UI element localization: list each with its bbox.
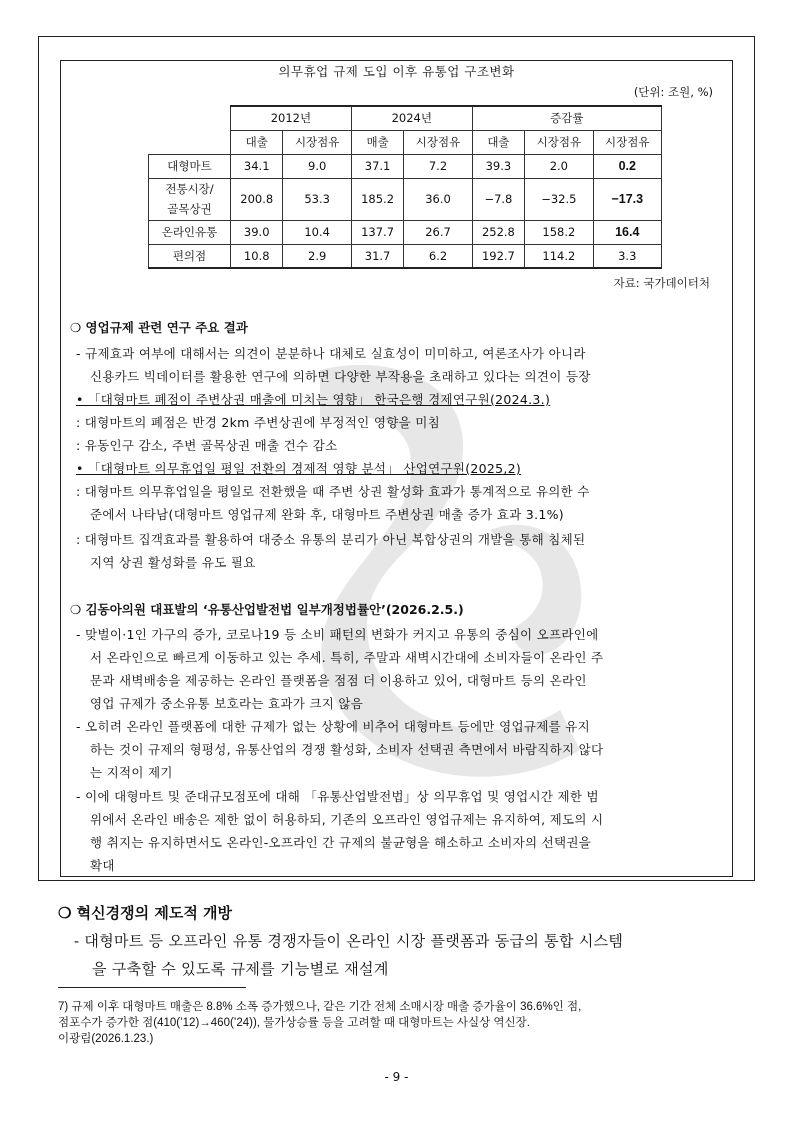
table-cell: 0.2 <box>593 154 661 178</box>
table-row <box>149 154 662 178</box>
text-line: 문과 새벽배송을 제공하는 온라인 플랫폼을 점점 더 이용하고 있어, 대형마트 등의 온라인 <box>90 673 587 688</box>
text-line: 위에서 온라인 배송은 제한 없이 허용하되, 기존의 오프라인 영업규제는 유지하여, 제도의 시 <box>90 812 604 827</box>
col-group-header: 증감률 <box>472 106 661 130</box>
col-group-header: 2024년 <box>351 106 472 130</box>
text-line: - 규제효과 여부에 대해서는 의견이 분분하나 대체로 실효성이 미미하고, 여론조사가 아니라 <box>76 346 586 361</box>
text-line: : 대형마트의 폐점은 반경 2km 주변상권에 부정적인 영향을 미침 <box>76 415 440 430</box>
text-line: 는 지적이 제기 <box>90 765 173 780</box>
text-line: 을 구축할 수 있도록 규제를 기능별로 재설계 <box>92 960 389 978</box>
col-header: 매출 <box>351 130 403 154</box>
table-cell: 26.7 <box>404 220 472 244</box>
table-cell: 2.0 <box>525 154 593 178</box>
footnote-line: 7) 규제 이후 대형마트 매출은 8.8% 소폭 증가했으나, 같은 기간 전체 소매시장 매출 증가율이 36.6%인 점, <box>58 1001 582 1013</box>
row-label: 대형마트 <box>149 154 231 178</box>
section-title-bill: ❍ 김동아의원 대표발의 ‘유통산업발전법 일부개정법률안’(2026.2.5.) <box>70 602 464 617</box>
row-label: 편의점 <box>149 244 231 268</box>
col-header: 시장점유 <box>593 130 661 154</box>
col-header: 대출 <box>472 130 524 154</box>
table-cell: 10.4 <box>283 220 351 244</box>
section-title-research: ❍ 영업규제 관련 연구 주요 결과 <box>70 320 248 335</box>
text-line: - 오히려 온라인 플랫폼에 대한 규제가 없는 상황에 비추어 대형마트 등에만 영업규제를 유지 <box>76 719 590 734</box>
text-line: - 이에 대형마트 및 준대규모점포에 대해 「유통산업발전법」상 의무휴업 및 영업시간 제한 범 <box>76 789 599 804</box>
text-line: 확대 <box>90 858 115 873</box>
table-cell: 185.2 <box>351 178 403 220</box>
table-cell: 34.1 <box>231 154 283 178</box>
table-cell: 158.2 <box>525 220 593 244</box>
table-source: 자료: 국가데이터처 <box>613 276 710 290</box>
text-line: • 「대형마트 폐점이 주변상권 매출에 미치는 영향」 한국은행 경제연구원(2024.3.) <box>76 392 551 407</box>
text-line: 행 취지는 유지하면서도 온라인-오프라인 간 규제의 불균형을 해소하고 소비자의 선택권을 <box>90 835 592 850</box>
table-cell: 252.8 <box>472 220 524 244</box>
footnote-line: 이광림(2026.1.23.) <box>58 1033 154 1045</box>
table-cell: −32.5 <box>525 178 593 220</box>
text-line: 하는 것이 규제의 형평성, 유통산업의 경쟁 활성화, 소비자 선택권 측면에서 바람직하지 않다 <box>90 742 604 757</box>
text-line: 준에서 나타남(대형마트 영업규제 완화 후, 대형마트 주변상권 매출 증가 효과 3.1%) <box>90 507 564 522</box>
structure-table <box>148 105 662 269</box>
unit-note: (단위: 조원, %) <box>633 85 713 99</box>
text-line: • 「대형마트 의무휴업일 평일 전환의 경제적 영향 분석」 산업연구원(2025,2) <box>76 461 522 476</box>
text-line: : 유동인구 감소, 주변 골목상권 매출 건수 감소 <box>76 438 338 453</box>
section-title-innovation: ❍ 혁신경쟁의 제도적 개방 <box>58 904 233 922</box>
footnote-line: 점포수가 증가한 점(410(’12)→460(’24)), 물가상승률 등을 고려할 때 대형마트는 사실상 역신장. <box>58 1017 530 1029</box>
table-cell: 31.7 <box>351 244 403 268</box>
text-line: 지역 상권 활성화를 유도 필요 <box>90 555 256 570</box>
table-cell: 39.3 <box>472 154 524 178</box>
row-label-line: 전통시장/ <box>165 182 214 196</box>
table-cell: 16.4 <box>593 220 661 244</box>
table-cell: 36.0 <box>404 178 472 220</box>
row-label <box>149 178 231 220</box>
page-number: - 9 - <box>384 1070 409 1084</box>
table-row <box>149 220 662 244</box>
text-line: 서 온라인으로 빠르게 이동하고 있는 추세. 특히, 주말과 새벽시간대에 소비자들이 온라인 주 <box>90 650 604 665</box>
col-group-header: 2012년 <box>231 106 352 130</box>
table-cell: 6.2 <box>404 244 472 268</box>
table-cell: 192.7 <box>472 244 524 268</box>
table-cell: −7.8 <box>472 178 524 220</box>
footnote-divider <box>58 987 246 988</box>
row-label: 온라인유통 <box>149 220 231 244</box>
table-cell: −17.3 <box>593 178 661 220</box>
table-cell: 200.8 <box>231 178 283 220</box>
table-cell: 37.1 <box>351 154 403 178</box>
table-cell: 3.3 <box>593 244 661 268</box>
text-line: 영업 규제가 중소유통 보호라는 효과가 크지 않음 <box>90 696 364 711</box>
col-header: 시장점유 <box>283 130 351 154</box>
table-cell: 9.0 <box>283 154 351 178</box>
col-header: 시장점유 <box>525 130 593 154</box>
text-line: - 대형마트 등 오프라인 유통 경쟁자들이 온라인 시장 플랫폼과 동급의 통합 시스템 <box>74 932 624 950</box>
table-cell: 53.3 <box>283 178 351 220</box>
table-cell: 39.0 <box>231 220 283 244</box>
table-corner <box>149 106 231 154</box>
table-row <box>149 244 662 268</box>
table-cell: 2.9 <box>283 244 351 268</box>
table-row <box>149 178 662 220</box>
table-cell: 7.2 <box>404 154 472 178</box>
text-line: 신용카드 빅데이터를 활용한 연구에 의하면 다양한 부작용을 초래하고 있다는 의견이 등장 <box>90 369 591 384</box>
text-line: : 대형마트 집객효과를 활용하여 대중소 유통의 분리가 아닌 복합상권의 개발을 통해 침체된 <box>76 532 586 547</box>
table-cell: 114.2 <box>525 244 593 268</box>
row-label-line: 골목상권 <box>167 202 212 216</box>
table-cell: 10.8 <box>231 244 283 268</box>
col-header: 시장점유 <box>404 130 472 154</box>
table-title: 의무휴업 규제 도입 이후 유통업 구조변화 <box>278 64 515 79</box>
table-cell: 137.7 <box>351 220 403 244</box>
text-line: : 대형마트 의무휴업일을 평일로 전환했을 때 주변 상권 활성화 효과가 통계적으로 유의한 수 <box>76 484 590 499</box>
text-line: - 맞벌이·1인 가구의 증가, 코로나19 등 소비 패턴의 변화가 커지고 유통의 중심이 오프라인에 <box>76 627 599 642</box>
col-header: 대출 <box>231 130 283 154</box>
